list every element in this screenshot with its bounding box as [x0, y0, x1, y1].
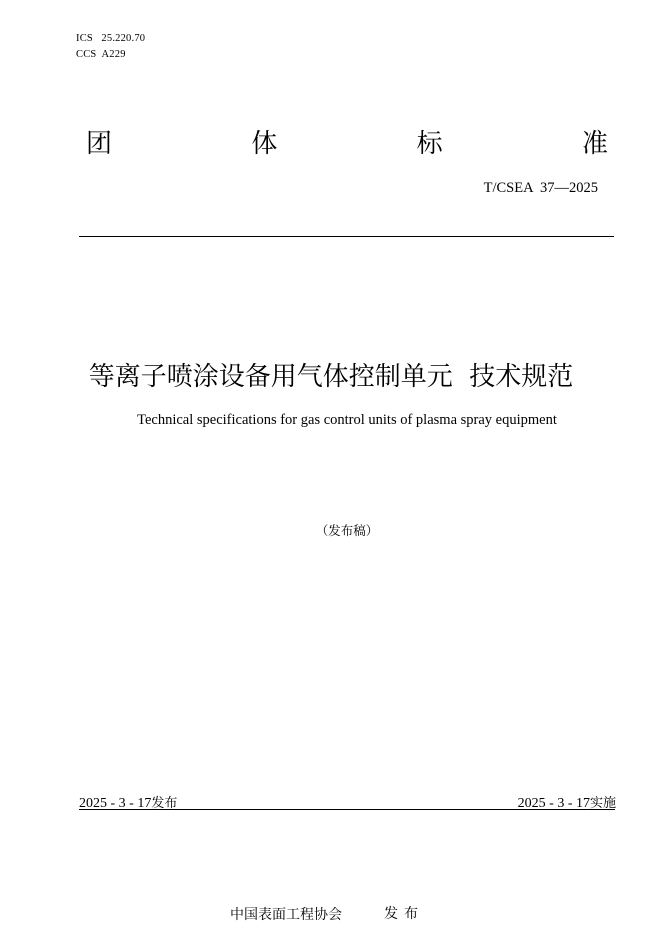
ccs-code: CCS A229 [76, 49, 126, 60]
document-title-english: Technical specifications for gas control units of plasma spray equipment [137, 412, 557, 428]
publisher-name: 中国表面工程协会 [230, 907, 342, 923]
standard-type-char: 体 [251, 129, 278, 159]
publisher-action-label: 发布 [384, 906, 424, 922]
header-divider [79, 236, 614, 237]
standard-type-heading [86, 128, 608, 160]
implement-date-label: 实施 [589, 796, 616, 811]
ics-code: ICS 25.220.70 [76, 33, 146, 44]
footer-divider [79, 809, 615, 810]
standard-type-char: 准 [581, 129, 608, 159]
standard-number: T/CSEA 37—2025 [483, 180, 598, 196]
draft-status: （发布稿） [315, 523, 379, 538]
standard-type-char: 标 [416, 129, 443, 159]
standard-type-char: 团 [86, 129, 113, 159]
classification-codes [76, 31, 145, 63]
publish-date-label: 发布 [151, 796, 178, 811]
document-title-chinese: 等离子喷涂设备用气体控制单元 技术规范 [88, 362, 574, 392]
publish-date: 2025 - 3 - 17 [79, 796, 152, 811]
implement-date: 2025 - 3 - 17 [517, 796, 590, 811]
